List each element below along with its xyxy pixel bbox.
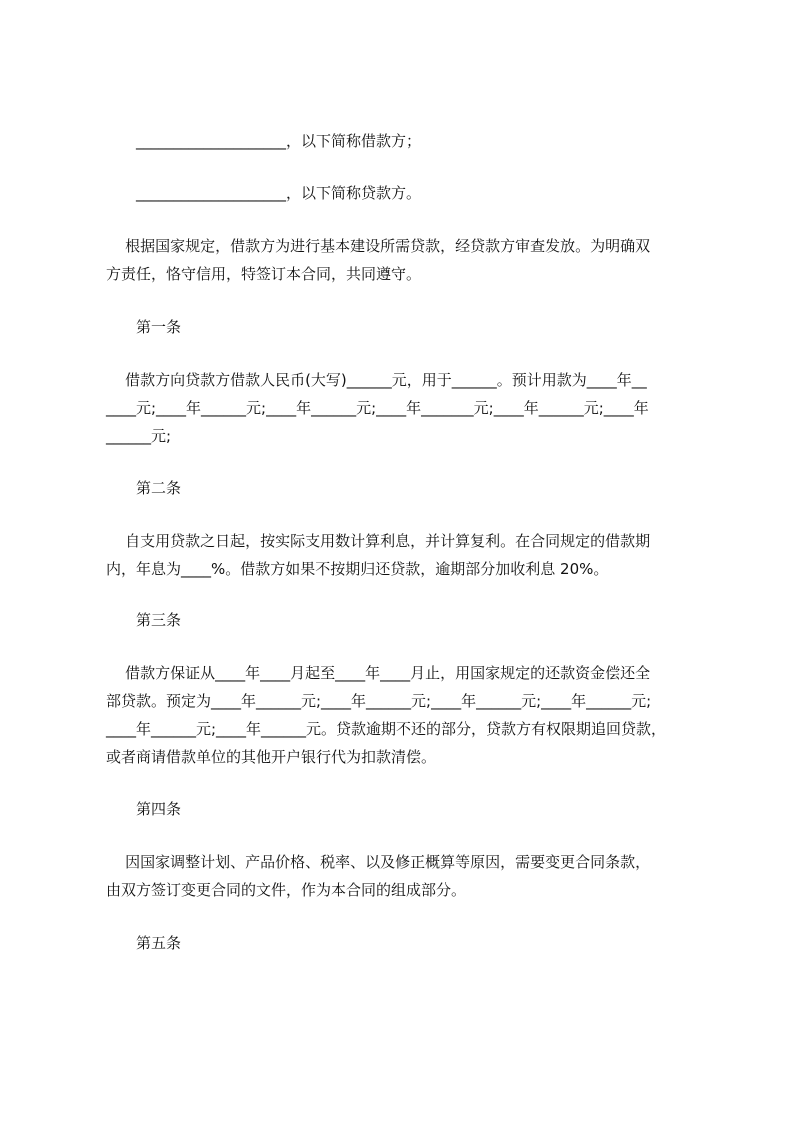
intro-line-1: 根据国家规定，借款方为进行基本建设所需贷款，经贷款方审查发放。为明确双	[106, 237, 651, 255]
article-3-line-3: ____年______元;____年______元。贷款逾期不还的部分，贷款方有权限期追回贷款，	[106, 720, 667, 738]
intro-line-2: 方责任，恪守信用，特签订本合同，共同遵守。	[106, 265, 422, 283]
article-1-line-3: ______元;	[106, 427, 172, 445]
article-2-line-1: 自支用贷款之日起，按实际支用数计算利息，并计算复利。在合同规定的借款期	[106, 532, 651, 550]
article-4-heading: 第四条	[136, 800, 182, 818]
article-3-heading: 第三条	[136, 611, 182, 629]
lender-line: ____________________，以下简称贷款方。	[136, 184, 422, 202]
article-1-line-1: 借款方向贷款方借款人民币(大写)______元，用于______。预计用款为____年__	[106, 371, 647, 389]
article-2-heading: 第二条	[136, 479, 182, 497]
article-3-line-4: 或者商请借款单位的其他开户银行代为扣款清偿。	[106, 748, 437, 766]
article-4-line-2: 由双方签订变更合同的文件，作为本合同的组成部分。	[106, 881, 467, 899]
borrower-line: ____________________，以下简称借款方；	[136, 132, 422, 150]
article-5-heading: 第五条	[136, 934, 182, 952]
article-1-heading: 第一条	[136, 318, 182, 336]
article-3-line-2: 部贷款。预定为____年______元;____年______元;____年______元;____年______元;	[106, 692, 652, 710]
article-1-line-2: ____元;____年______元;____年______元;____年_______元;____年______元;____年	[106, 399, 649, 417]
article-2-line-2: 内，年息为____%。借款方如果不按期归还贷款，逾期部分加收利息 20%。	[106, 560, 609, 578]
article-3-line-1: 借款方保证从____年____月起至____年____月止，用国家规定的还款资金偿还全	[106, 664, 651, 682]
article-4-line-1: 因国家调整计划、产品价格、税率、以及修正概算等原因，需要变更合同条款，	[106, 853, 651, 871]
